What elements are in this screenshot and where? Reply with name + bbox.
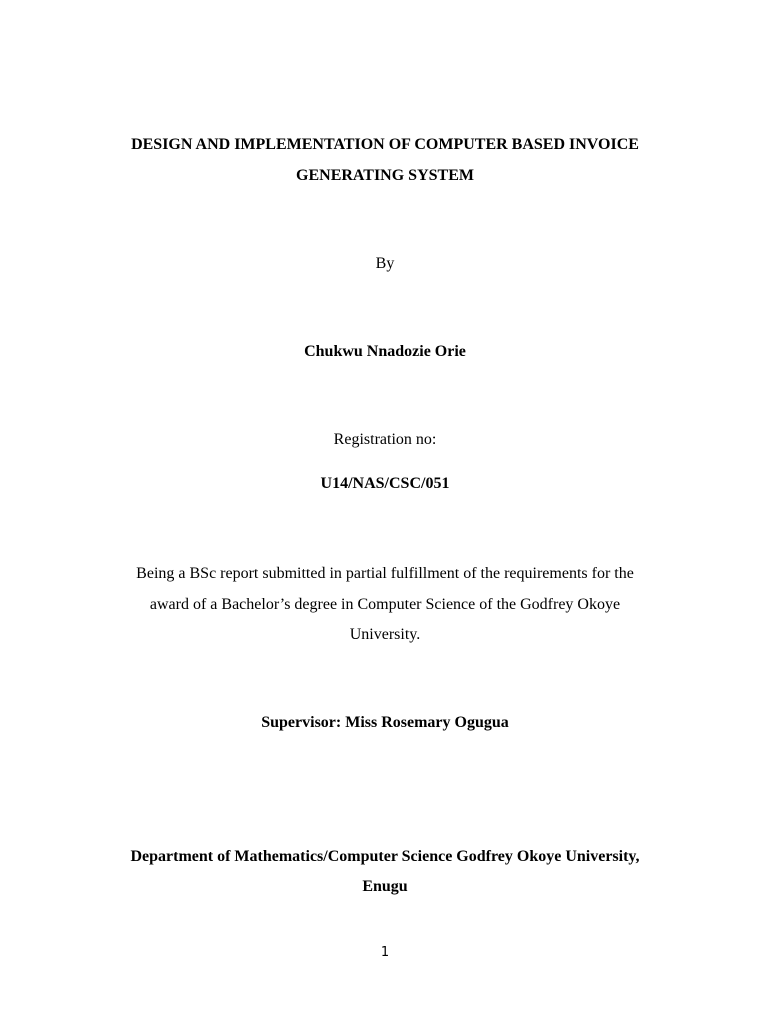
by-label: By	[375, 255, 395, 272]
supervisor-line: Supervisor: Miss Rosemary Ogugua	[261, 714, 509, 731]
author-name: Chukwu Nnadozie Orie	[304, 343, 466, 360]
statement-line-2: award of a Bachelor’s degree in Computer Science of the Godfrey Okoye	[149, 596, 621, 613]
registration-number: U14/NAS/CSC/051	[320, 475, 450, 492]
department-line-2: Enugu	[362, 878, 408, 895]
statement-line-1: Being a BSc report submitted in partial fulfillment of the requirements for the	[136, 565, 634, 582]
statement-line-3: University.	[349, 626, 421, 643]
department-line-1: Department of Mathematics/Computer Science Godfrey Okoye University,	[130, 848, 640, 865]
registration-label: Registration no:	[333, 431, 437, 448]
report-title-line-2: GENERATING SYSTEM	[296, 167, 474, 184]
report-title-line-1: DESIGN AND IMPLEMENTATION OF COMPUTER BASED INVOICE	[131, 136, 639, 153]
page-number: 1	[380, 945, 390, 960]
